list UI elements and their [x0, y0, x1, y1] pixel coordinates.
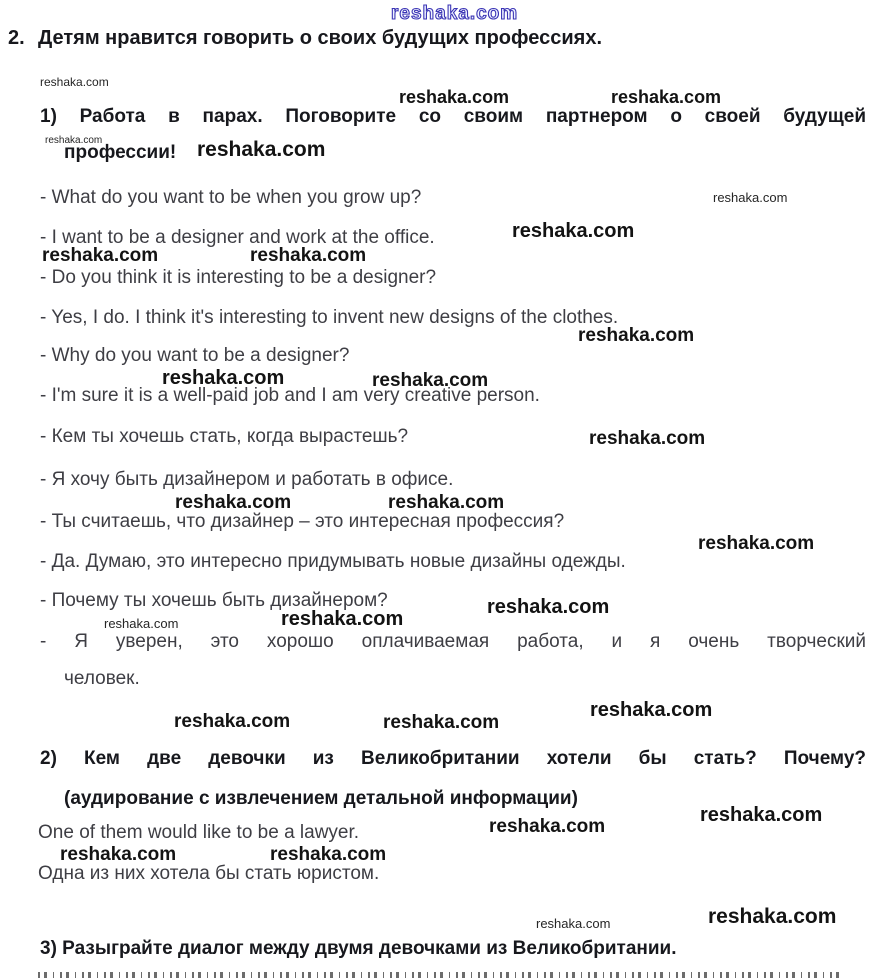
watermark: reshaka.com — [536, 916, 611, 931]
watermark: reshaka.com — [489, 816, 606, 837]
watermark: reshaka.com — [487, 596, 610, 618]
watermark: reshaka.com — [578, 325, 695, 346]
watermark: reshaka.com — [589, 428, 706, 449]
watermark: reshaka.com — [700, 804, 823, 826]
dialog-ru-line: - Я уверен, это хорошо оплачиваемая работа, и я очень творческий — [40, 631, 866, 652]
dialog-en-line: - I'm sure it is a well-paid job and I am very creative person. — [40, 385, 540, 406]
dialog-en-line: - What do you want to be when you grow up? — [40, 187, 422, 208]
watermark: reshaka.com — [708, 905, 837, 928]
section1-heading-line1: 1) Работа в парах. Поговорите со своим партнером о своей будущей — [40, 106, 866, 127]
section2-heading-line2: (аудирование с извлечением детальной информации) — [64, 788, 578, 809]
dialog-ru-line: человек. — [64, 668, 140, 689]
watermark: reshaka.com — [372, 370, 489, 391]
dialog-ru-line: - Ты считаешь, что дизайнер – это интересная профессия? — [40, 511, 565, 532]
watermark: reshaka.com — [512, 220, 635, 242]
dialog-en-line: - Why do you want to be a designer? — [40, 345, 350, 366]
dialog-en-line: - Yes, I do. I think it's interesting to invent new designs of the clothes. — [40, 307, 619, 328]
dialog-ru-line: - Почему ты хочешь быть дизайнером? — [40, 590, 388, 611]
watermark: reshaka.com — [45, 135, 103, 146]
watermark: reshaka.com — [197, 138, 326, 161]
dialog-ru-line: - Кем ты хочешь стать, когда вырастешь? — [40, 426, 409, 447]
section1-heading-line2: профессии! — [64, 142, 177, 163]
watermark: reshaka.com — [250, 245, 367, 266]
watermark: reshaka.com — [590, 699, 713, 721]
task-number: 2. — [8, 27, 25, 49]
watermark: reshaka.com — [388, 492, 505, 513]
clipped-text-line — [38, 972, 840, 978]
dialog-ru-line: - Я хочу быть дизайнером и работать в офисе. — [40, 469, 454, 490]
watermark: reshaka.com — [611, 87, 722, 107]
section3-heading: 3) Разыграйте диалог между двумя девочками из Великобритании. — [40, 938, 677, 959]
section2-answer-ru: Одна из них хотела бы стать юристом. — [38, 863, 380, 884]
watermark: reshaka.com — [383, 712, 500, 733]
watermark: reshaka.com — [104, 616, 179, 631]
watermark: reshaka.com — [713, 190, 788, 205]
section2-answer-en: One of them would like to be a lawyer. — [38, 822, 360, 843]
task-title: Детям нравится говорить о своих будущих профессиях. — [38, 27, 602, 49]
watermark: reshaka.com — [175, 492, 292, 513]
watermark: reshaka.com — [40, 75, 109, 89]
watermark: reshaka.com — [162, 367, 285, 389]
watermark: reshaka.com — [42, 245, 159, 266]
watermark: reshaka.com — [60, 844, 177, 865]
dialog-ru-line: - Да. Думаю, это интересно придумывать новые дизайны одежды. — [40, 551, 626, 572]
watermark: reshaka.com — [281, 608, 404, 630]
watermark: reshaka.com — [174, 711, 291, 732]
watermark: reshaka.com — [399, 87, 510, 107]
watermark: reshaka.com — [698, 533, 815, 554]
dialog-en-line: - I want to be a designer and work at the office. — [40, 227, 435, 248]
section2-heading-line1: 2) Кем две девочки из Великобритании хотели бы стать? Почему? — [40, 748, 866, 769]
watermark-top: reshaka.com — [391, 3, 519, 24]
watermark: reshaka.com — [270, 844, 387, 865]
dialog-en-line: - Do you think it is interesting to be a designer? — [40, 267, 437, 288]
